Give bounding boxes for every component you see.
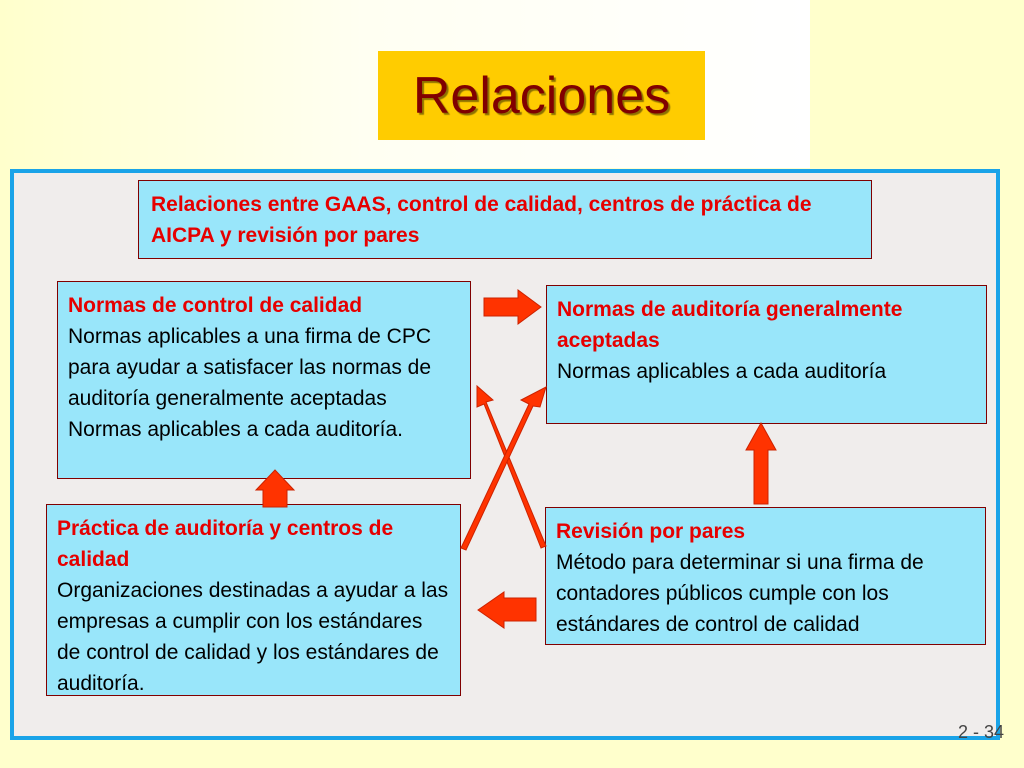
quality-control-heading: Normas de control de calidad — [68, 294, 363, 317]
peer-review-heading: Revisión por pares — [556, 520, 746, 543]
relations-summary-text: Relaciones entre GAAS, control de calidad, centros de práctica de AICPA y revisión por pares — [151, 193, 812, 247]
quality-control-description: Normas aplicables a una firma de CPC para ayudar a satisfacer las normas de auditoría generalmente aceptadas Normas aplicables a cada auditoría. — [68, 325, 432, 441]
gaas-heading: Normas de auditoría generalmente aceptadas — [557, 298, 903, 352]
practice-centers-box — [46, 504, 461, 696]
page-number: 2 - 34 — [958, 722, 1005, 742]
practice-centers-description: Organizaciones destinadas a ayudar a las empresas a cumplir con los estándares de control de calidad y los estándares de auditoría. — [57, 579, 449, 695]
title-box — [378, 51, 705, 140]
peer-review-description: Método para determinar si una firma de contadores públicos cumple con los estándares de control de calidad — [556, 551, 924, 636]
relations-summary-box — [138, 180, 872, 259]
practice-centers-heading: Práctica de auditoría y centros de calidad — [57, 517, 394, 571]
gaas-box — [546, 285, 987, 424]
peer-review-box — [545, 507, 986, 645]
slide-title: Relaciones — [412, 66, 671, 125]
gaas-description: Normas aplicables a cada auditoría — [557, 360, 887, 383]
quality-control-box — [57, 281, 471, 479]
